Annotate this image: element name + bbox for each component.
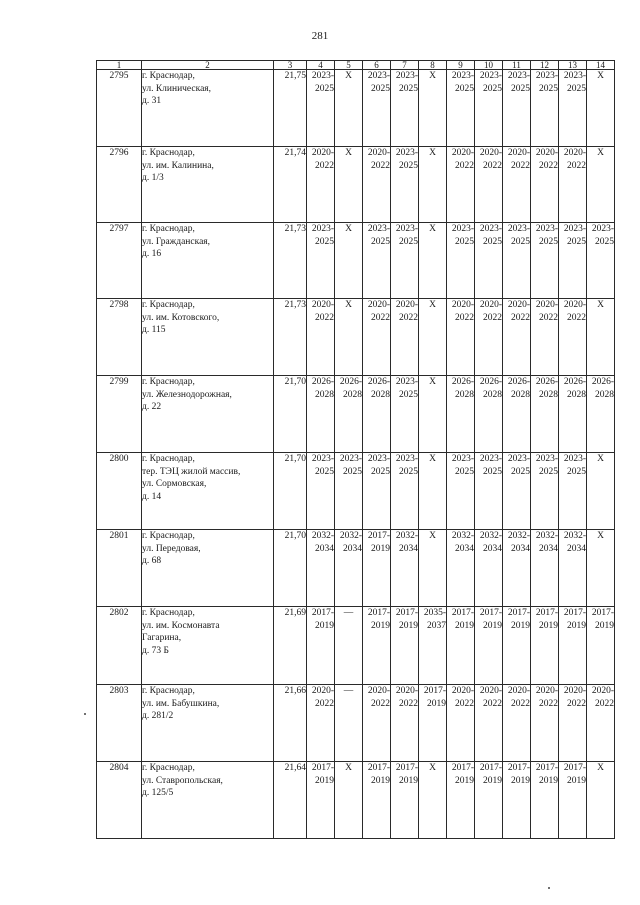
period-cell: X [587,70,615,147]
period-cell: X [335,70,363,147]
table-row [97,147,615,223]
area-cell: 21,70 [274,530,307,607]
period-cell: 2023- 2025 [559,453,587,530]
period-cell: 2017- 2019 [475,762,503,839]
period-cell: 2023- 2025 [391,147,419,223]
period-cell: X [419,530,447,607]
address-cell: г. Краснодар, ул. им. Бабушкина, д. 281/2 [142,685,274,762]
period-cell: 2032- 2034 [503,530,531,607]
table-row [97,299,615,376]
table-row [97,685,615,762]
period-cell: 2017- 2019 [475,607,503,685]
address-cell: г. Краснодар, ул. им. Котовского, д. 115 [142,299,274,376]
address-cell: г. Краснодар, ул. Клиническая, д. 31 [142,70,274,147]
column-header: 13 [559,61,587,70]
period-cell: 2032- 2034 [335,530,363,607]
period-cell: 2023- 2025 [447,223,475,299]
period-cell: 2017- 2019 [559,607,587,685]
column-header: 10 [475,61,503,70]
address-cell: г. Краснодар, ул. им. Космонавта Гагарина, д. 73 Б [142,607,274,685]
period-cell: X [335,762,363,839]
period-cell: 2026- 2028 [531,376,559,453]
period-cell: X [587,530,615,607]
period-cell: 2020- 2022 [531,299,559,376]
row-number: 2797 [97,223,142,299]
period-cell: 2020- 2022 [475,147,503,223]
period-cell: 2032- 2034 [559,530,587,607]
period-cell: 2020- 2022 [447,685,475,762]
address-cell: г. Краснодар, ул. Передовая, д. 68 [142,530,274,607]
column-header: 14 [587,61,615,70]
period-cell: 2023- 2025 [363,453,391,530]
table-row [97,762,615,839]
page-number: 281 [311,30,329,42]
period-cell: 2023- 2025 [587,223,615,299]
period-cell: 2017- 2019 [447,762,475,839]
period-cell: X [335,147,363,223]
period-cell: X [419,299,447,376]
period-cell: 2023- 2025 [475,223,503,299]
row-number: 2800 [97,453,142,530]
period-cell: 2035- 2037 [419,607,447,685]
row-number: 2801 [97,530,142,607]
area-cell: 21,64 [274,762,307,839]
period-cell: X [419,376,447,453]
period-cell: 2026- 2028 [475,376,503,453]
period-cell: 2023- 2025 [503,223,531,299]
column-header: 4 [307,61,335,70]
column-header: 6 [363,61,391,70]
period-cell: 2023- 2025 [363,70,391,147]
period-cell: 2023- 2025 [559,70,587,147]
period-cell: 2020- 2022 [503,147,531,223]
period-cell: 2023- 2025 [559,223,587,299]
address-cell: г. Краснодар, ул. Железнодорожная, д. 22 [142,376,274,453]
period-cell: 2026- 2028 [335,376,363,453]
period-cell: 2020- 2022 [391,685,419,762]
period-cell: 2020- 2022 [531,685,559,762]
period-cell: X [419,147,447,223]
period-cell: 2023- 2025 [475,70,503,147]
period-cell: 2017- 2019 [363,762,391,839]
table-body [97,61,615,839]
period-cell: X [587,299,615,376]
column-header: 9 [447,61,475,70]
period-cell: 2020- 2022 [475,685,503,762]
period-cell: 2020- 2022 [503,299,531,376]
address-cell: г. Краснодар, ул. им. Калинина, д. 1/3 [142,147,274,223]
area-cell: 21,66 [274,685,307,762]
column-header: 11 [503,61,531,70]
period-cell: 2023- 2025 [475,453,503,530]
table-row [97,453,615,530]
row-number: 2804 [97,762,142,839]
period-cell: — [335,607,363,685]
table-row [97,70,615,147]
scan-speck [84,713,86,715]
period-cell: 2032- 2034 [447,530,475,607]
period-cell: 2017- 2019 [419,685,447,762]
address-cell: г. Краснодар, ул. Ставропольская, д. 125/5 [142,762,274,839]
period-cell: 2020- 2022 [475,299,503,376]
period-cell: 2020- 2022 [559,147,587,223]
period-cell: 2020- 2022 [559,685,587,762]
period-cell: — [335,685,363,762]
period-cell: 2017- 2019 [363,607,391,685]
period-cell: 2017- 2019 [363,530,391,607]
address-cell: г. Краснодар, тер. ТЭЦ жилой массив, ул. Сормовская, д. 14 [142,453,274,530]
period-cell: 2020- 2022 [363,147,391,223]
period-cell: 2017- 2019 [391,607,419,685]
period-cell: X [335,299,363,376]
row-number: 2802 [97,607,142,685]
period-cell: 2023- 2025 [391,70,419,147]
period-cell: X [419,762,447,839]
period-cell: 2017- 2019 [559,762,587,839]
period-cell: 2023- 2025 [307,223,335,299]
column-header: 3 [274,61,307,70]
period-cell: 2023- 2025 [447,70,475,147]
period-cell: 2020- 2022 [363,299,391,376]
period-cell: 2020- 2022 [447,147,475,223]
period-cell: 2026- 2028 [307,376,335,453]
period-cell: X [419,453,447,530]
period-cell: X [587,453,615,530]
period-cell: 2023- 2025 [307,453,335,530]
row-number: 2796 [97,147,142,223]
period-cell: X [587,762,615,839]
area-cell: 21,73 [274,299,307,376]
period-cell: 2032- 2034 [475,530,503,607]
area-cell: 21,69 [274,607,307,685]
row-number: 2799 [97,376,142,453]
row-number: 2803 [97,685,142,762]
period-cell: 2020- 2022 [531,147,559,223]
period-cell: 2026- 2028 [503,376,531,453]
table-row [97,530,615,607]
period-cell: 2017- 2019 [587,607,615,685]
period-cell: 2023- 2025 [391,223,419,299]
period-cell: X [335,223,363,299]
period-cell: 2026- 2028 [587,376,615,453]
period-cell: 2020- 2022 [307,299,335,376]
period-cell: 2020- 2022 [503,685,531,762]
period-cell: 2023- 2025 [531,223,559,299]
period-cell: 2020- 2022 [559,299,587,376]
table-row [97,376,615,453]
period-cell: 2023- 2025 [363,223,391,299]
row-number: 2795 [97,70,142,147]
area-cell: 21,70 [274,453,307,530]
period-cell: 2017- 2019 [503,762,531,839]
area-cell: 21,75 [274,70,307,147]
column-header: 12 [531,61,559,70]
period-cell: 2023- 2025 [391,376,419,453]
period-cell: 2020- 2022 [447,299,475,376]
row-number: 2798 [97,299,142,376]
column-number-row [97,61,615,70]
period-cell: 2023- 2025 [503,70,531,147]
period-cell: 2023- 2025 [335,453,363,530]
period-cell: 2023- 2025 [391,453,419,530]
period-cell: 2020- 2022 [587,685,615,762]
area-cell: 21,73 [274,223,307,299]
column-header: 7 [391,61,419,70]
period-cell: 2032- 2034 [307,530,335,607]
period-cell: 2023- 2025 [503,453,531,530]
period-cell: X [419,223,447,299]
period-cell: 2026- 2028 [447,376,475,453]
period-cell: 2026- 2028 [559,376,587,453]
period-cell: 2017- 2019 [531,607,559,685]
period-cell: 2017- 2019 [447,607,475,685]
column-header: 8 [419,61,447,70]
period-cell: 2032- 2034 [391,530,419,607]
address-cell: г. Краснодар, ул. Гражданская, д. 16 [142,223,274,299]
period-cell: X [587,147,615,223]
table-row [97,607,615,685]
period-cell: 2020- 2022 [307,685,335,762]
period-cell: 2023- 2025 [531,70,559,147]
period-cell: 2032- 2034 [531,530,559,607]
scan-speck [548,887,550,889]
period-cell: 2017- 2019 [391,762,419,839]
column-header: 1 [97,61,142,70]
area-cell: 21,74 [274,147,307,223]
column-header: 5 [335,61,363,70]
period-cell: 2017- 2019 [307,607,335,685]
period-cell: 2017- 2019 [531,762,559,839]
period-cell: 2020- 2022 [363,685,391,762]
table-row [97,223,615,299]
period-cell: 2017- 2019 [307,762,335,839]
column-header: 2 [142,61,274,70]
area-cell: 21,70 [274,376,307,453]
period-cell: 2017- 2019 [503,607,531,685]
period-cell: 2023- 2025 [531,453,559,530]
period-cell: 2023- 2025 [307,70,335,147]
period-cell: X [419,70,447,147]
period-cell: 2020- 2022 [307,147,335,223]
housing-register-table [96,60,615,839]
period-cell: 2026- 2028 [363,376,391,453]
period-cell: 2020- 2022 [391,299,419,376]
period-cell: 2023- 2025 [447,453,475,530]
